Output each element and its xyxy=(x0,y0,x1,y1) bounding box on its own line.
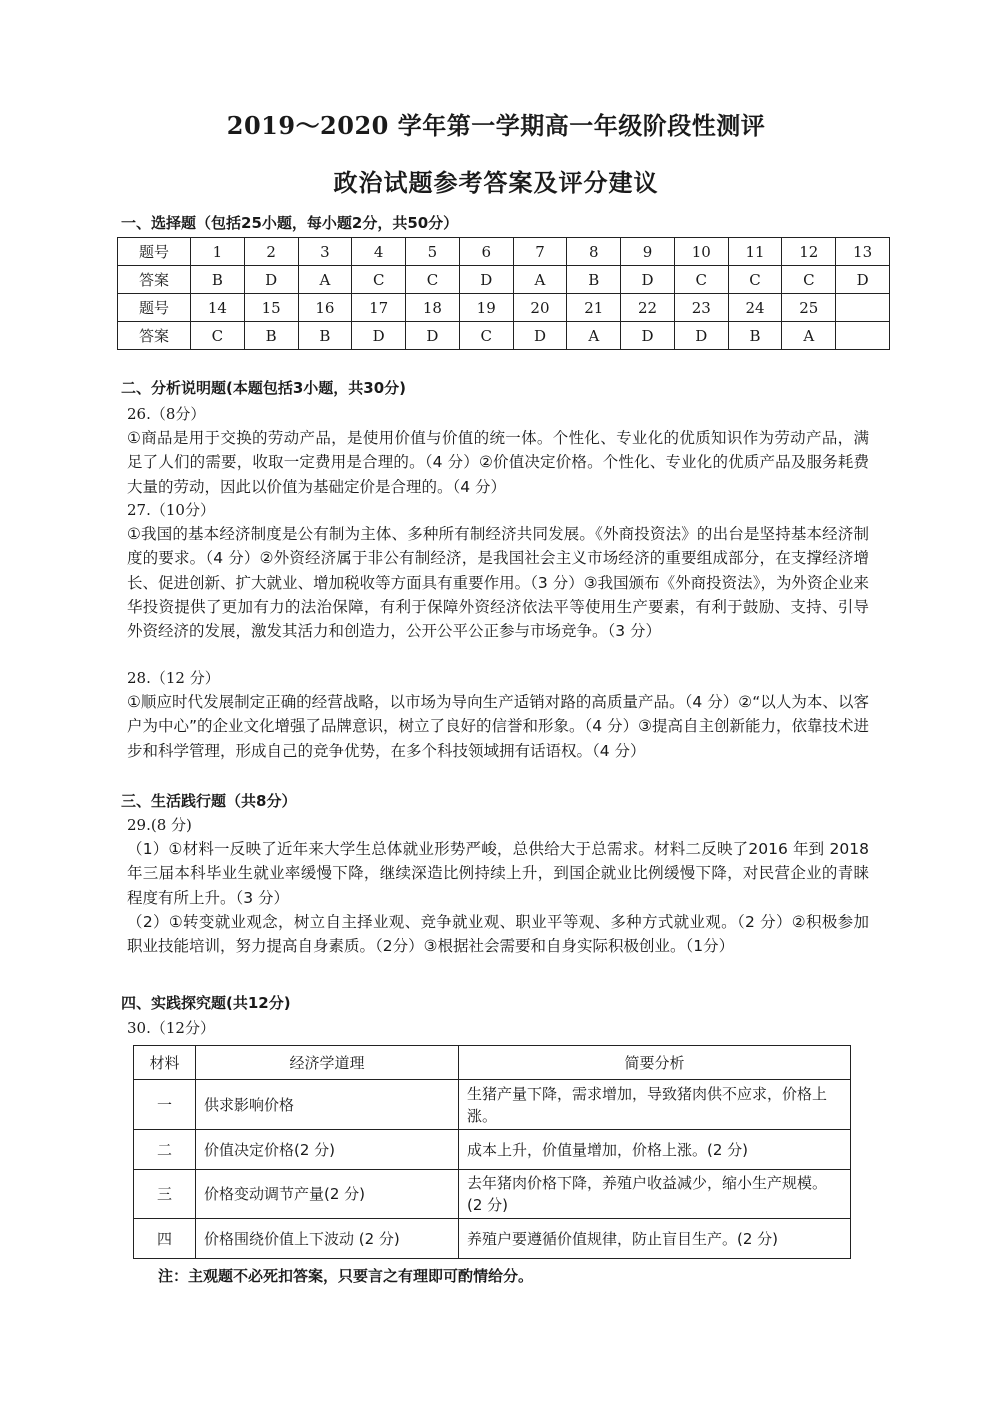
page-subtitle: 政治试题参考答案及评分建议 xyxy=(333,168,659,197)
analysis-cell: 养殖户要遵循价值规律，防止盲目生产。(2 分) xyxy=(459,1219,851,1259)
q28-block xyxy=(127,666,869,763)
principle-cell: 价格变动调节产量(2 分) xyxy=(196,1170,459,1219)
question-number-cell: 15 xyxy=(244,294,298,322)
principle-cell: 价格围绕价值上下波动 (2 分) xyxy=(196,1219,459,1259)
answer-cell: B xyxy=(298,322,352,350)
q30-header-material: 材料 xyxy=(134,1046,196,1080)
answer-cell: C xyxy=(674,266,728,294)
q26-number: 26.（8分） xyxy=(127,405,206,423)
question-number-cell: 20 xyxy=(513,294,567,322)
question-number-cell: 8 xyxy=(567,238,621,266)
analysis-cell: 生猪产量下降，需求增加，导致猪肉供不应求，价格上涨。 xyxy=(459,1080,851,1130)
analysis-row xyxy=(134,1219,851,1259)
answer-cell: C xyxy=(459,322,513,350)
question-number-cell: 21 xyxy=(567,294,621,322)
scoring-note: 注：主观题不必死扣答案，只要言之有理即可酌情给分。 xyxy=(158,1267,534,1285)
question-number-cell: 2 xyxy=(244,238,298,266)
answer-cell: D xyxy=(459,266,513,294)
question-number-row xyxy=(118,238,890,266)
q27-number: 27.（10分） xyxy=(127,501,215,519)
material-cell: 四 xyxy=(134,1219,196,1259)
question-number-cell: 7 xyxy=(513,238,567,266)
answer-cell: B xyxy=(191,266,245,294)
answer-cell: D xyxy=(836,266,890,294)
answer-row xyxy=(118,322,890,350)
answer-cell: D xyxy=(621,322,675,350)
question-number-cell: 12 xyxy=(782,238,836,266)
answer-cell: D xyxy=(621,266,675,294)
q27-answer: ①我国的基本经济制度是公有制为主体、多种所有制经济共同发展。《外商投资法》的出台是坚持基本经济制度的要求。（4 分）②外资经济属于非公有制经济，是我国社会主义市场经济的重要组成部分，在支撑经济增长、促进创新、扩大就业、增加税收等方面具有重要作用。（3 分）③我国颁布《外商投资法》，为外资企业来华投资提供了更加有力的法治保障，有利于保障外资经济依法平等使用生产要素，有利于鼓励、支持、引导外资经济的发展，激发其活力和创造力，公开公平公正参与市场竞争。（3 分） xyxy=(127,525,869,641)
question-number-cell: 25 xyxy=(782,294,836,322)
question-number-cell: 19 xyxy=(459,294,513,322)
answer-cell: D xyxy=(406,322,460,350)
page-title: 2019～2020 学年第一学期高一年级阶段性测评 xyxy=(226,111,766,140)
answer-cell: D xyxy=(513,322,567,350)
q30-block xyxy=(127,1016,869,1040)
analysis-cell: 去年猪肉价格下降，养殖户收益减少，缩小生产规模。(2 分) xyxy=(459,1170,851,1219)
q29-part1: （1）①材料一反映了近年来大学生总体就业形势严峻，总供给大于总需求。材料二反映了2016 年到 2018 年三届本科毕业生就业率缓慢下降，继续深造比例持续上升，到国企就业比例缓慢下降，对民营企业的青睐程度有所上升。（3 分） xyxy=(127,840,869,907)
analysis-row xyxy=(134,1170,851,1219)
material-cell: 一 xyxy=(134,1080,196,1130)
answer-cell: A xyxy=(513,266,567,294)
question-number-cell: 6 xyxy=(459,238,513,266)
answer-cell: B xyxy=(567,266,621,294)
section3-heading: 三、生活践行题（共8分） xyxy=(121,792,297,810)
answer-cell: C xyxy=(728,266,782,294)
q27-block xyxy=(127,498,869,643)
q30-header-analysis: 简要分析 xyxy=(459,1046,851,1080)
answer-cell: C xyxy=(406,266,460,294)
q29-block xyxy=(127,813,869,958)
question-number-cell: 13 xyxy=(836,238,890,266)
analysis-cell: 成本上升，价值量增加，价格上涨。(2 分) xyxy=(459,1130,851,1170)
question-number-cell: 23 xyxy=(674,294,728,322)
question-number-cell: 16 xyxy=(298,294,352,322)
answer-cell: A xyxy=(298,266,352,294)
analysis-row xyxy=(134,1130,851,1170)
principle-cell: 价值决定价格(2 分) xyxy=(196,1130,459,1170)
q28-number: 28.（12 分） xyxy=(127,669,220,687)
material-cell: 二 xyxy=(134,1130,196,1170)
section4-heading: 四、实践探究题(共12分) xyxy=(121,994,291,1012)
question-number-cell: 5 xyxy=(406,238,460,266)
material-cell: 三 xyxy=(134,1170,196,1219)
answer-cell: B xyxy=(728,322,782,350)
question-number-cell: 10 xyxy=(674,238,728,266)
q28-answer: ①顺应时代发展制定正确的经营战略，以市场为导向生产适销对路的高质量产品。（4 分）②“以人为本、以客户为中心”的企业文化增强了品牌意识，树立了良好的信誉和形象。（4 分）③提高自主创新能力，依靠技术进步和科学管理，形成自己的竞争优势，在多个科技领域拥有话语权。（4 分） xyxy=(127,693,869,760)
principle-cell: 供求影响价格 xyxy=(196,1080,459,1130)
q29-number: 29.(8 分) xyxy=(127,816,192,834)
section2-heading: 二、分析说明题(本题包括3小题，共30分) xyxy=(121,379,407,397)
answer-cell: C xyxy=(782,266,836,294)
question-number-cell: 4 xyxy=(352,238,406,266)
answer-cell: C xyxy=(352,266,406,294)
answer-cell: D xyxy=(244,266,298,294)
q26-answer: ①商品是用于交换的劳动产品，是使用价值与价值的统一体。个性化、专业化的优质知识作为劳动产品，满足了人们的需要，收取一定费用是合理的。（4 分）②价值决定价格。个性化、专业化的优质产品及服务耗费大量的劳动，因此以价值为基础定价是合理的。（4 分） xyxy=(127,429,869,496)
question-number-cell: 24 xyxy=(728,294,782,322)
q29-part2: （2）①转变就业观念，树立自主择业观、竞争就业观、职业平等观、多种方式就业观。（2 分）②积极参加职业技能培训，努力提高自身素质。（2分）③根据社会需要和自身实际积极创业。（1分） xyxy=(127,912,869,956)
answer-cell xyxy=(836,322,890,350)
row-label-question: 题号 xyxy=(118,294,191,322)
question-number-row xyxy=(118,294,890,322)
question-number-cell: 18 xyxy=(406,294,460,322)
choice-answer-table xyxy=(117,237,890,350)
answer-row xyxy=(118,266,890,294)
answer-cell: A xyxy=(782,322,836,350)
question-number-cell: 3 xyxy=(298,238,352,266)
question-number-cell: 14 xyxy=(191,294,245,322)
analysis-row xyxy=(134,1080,851,1130)
q30-header-principle: 经济学道理 xyxy=(196,1046,459,1080)
answer-cell: A xyxy=(567,322,621,350)
question-number-cell: 11 xyxy=(728,238,782,266)
question-number-cell: 9 xyxy=(621,238,675,266)
q30-analysis-table xyxy=(133,1045,851,1259)
question-number-cell xyxy=(836,294,890,322)
question-number-cell: 22 xyxy=(621,294,675,322)
row-label-answer: 答案 xyxy=(118,322,191,350)
question-number-cell: 17 xyxy=(352,294,406,322)
section1-heading: 一、选择题（包括25小题，每小题2分，共50分） xyxy=(121,214,459,232)
answer-cell: B xyxy=(244,322,298,350)
question-number-cell: 1 xyxy=(191,238,245,266)
row-label-question: 题号 xyxy=(118,238,191,266)
q26-block xyxy=(127,402,869,499)
answer-cell: C xyxy=(191,322,245,350)
q30-number: 30.（12分） xyxy=(127,1019,215,1037)
answer-cell: D xyxy=(674,322,728,350)
answer-cell: D xyxy=(352,322,406,350)
row-label-answer: 答案 xyxy=(118,266,191,294)
